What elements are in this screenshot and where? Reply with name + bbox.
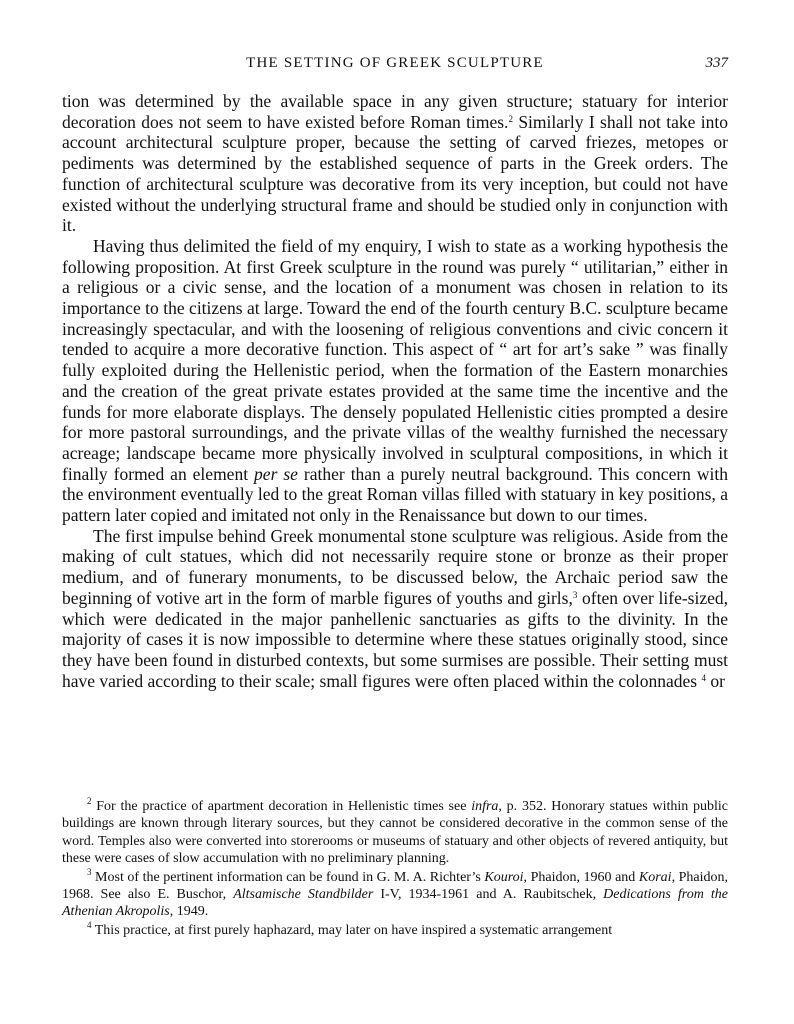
footnote-3-number: 3 — [87, 866, 92, 877]
footnote-3-text-c: , Phaidon, 1968. See also E. Buschor, — [62, 869, 729, 903]
footnote-2-infra: infra — [471, 799, 499, 814]
era-abbreviation: B.C. — [569, 298, 602, 319]
footnote-ref-2[interactable]: 2 — [508, 113, 513, 124]
paragraph-1-text-a: tion was determined by the available space in any given structure; statuary for interior decoration does not seem to have existed before Roman times. — [62, 91, 728, 132]
footnote-3-text-b: , Phaidon, 1960 and — [523, 869, 639, 885]
latin-phrase: per se — [254, 463, 298, 484]
paragraph-2 — [62, 236, 728, 526]
footnote-3 — [62, 866, 729, 921]
paragraph-2-text-a: Having thus delimited the field of my enquiry, I wish to state as a working hypothesis the following proposition. At first Greek sculpture in the round was purely “ utilitarian,” either in a religious or a civic sense, and the location of a monument was chosen in relation to its importance to the citizens at large. Toward the end of the fourth century — [62, 235, 728, 319]
paragraph-3-text-c: or — [705, 670, 725, 691]
paragraph-2-text-c: rather than a purely neutral background. This concern with the environment eventually led to the great Roman villas filled with statuary in key positions, a pattern later copied and imitated not only in the Renaissance but down to our times. — [62, 463, 729, 526]
footnote-2-number: 2 — [87, 796, 92, 806]
book-title-korai: Korai — [638, 869, 672, 885]
paragraph-3-text-b: often over life-sized, which were dedicated in the major panhellenic sanctuaries as gifts to the divinity. In the majority of cases it is now impossible to determine where these statues originally stood, since they have been found in disturbed contexts, but some surmises are possible. Their setting must have varied according to their scale; small figures were often placed within the colonnades — [62, 587, 729, 691]
body-text — [62, 91, 728, 691]
footnotes — [62, 798, 728, 939]
footnote-4 — [62, 919, 728, 939]
footnote-3-text-a: Most of the pertinent information can be found in G. M. A. Richter’s — [91, 869, 485, 885]
running-title: THE SETTING OF GREEK SCULPTURE — [246, 55, 544, 71]
footnote-ref-4[interactable]: 4 — [701, 672, 706, 683]
footnote-3-text-e: , 1949. — [169, 904, 209, 920]
footnote-4-number: 4 — [87, 919, 92, 930]
page-number: 337 — [705, 55, 728, 71]
book-title-kouroi: Kouroi — [484, 869, 524, 885]
footnote-3-text-d: I-V, 1934-1961 and A. Raubitschek, — [373, 887, 604, 903]
paragraph-2-text-b: sculpture became increasingly spectacular, and with the loosening of religious conventions and civic concern it tended to acquire a more decorative function. This aspect of “ art for art’s sake ” was finally fully exploited during the Hellenistic period, when the formation of the Eastern monarchies and the creation of the great private estates provided at the same time the incentive and the funds for more elaborate displays. The densely populated Hellenistic cities prompted a desire for more pastoral surroundings, and the private villas of the wealthy furnished the necessary acreage; landscape became more physically involved in sculptural compositions, in which it finally formed an element — [62, 298, 728, 484]
footnote-ref-3[interactable]: 3 — [572, 589, 578, 600]
paragraph-1 — [62, 91, 728, 236]
book-title-dedications: Dedications from the Athenian Akropolis — [62, 887, 728, 920]
paragraph-3 — [62, 526, 728, 692]
book-title-altsamische: Altsamische Standbilder — [233, 887, 374, 903]
footnote-2-text-b: , p. 352. Honorary statues within public buildings are known through literary sources, but they cannot be considered decorative in the common sense of the word. Temples also were converted into storerooms or museums of statuary and other objects of revered antiquity, but these were cases of slow accumulation with no preliminary planning. — [62, 799, 729, 867]
footnote-2-text-a: For the practice of apartment decoration in Hellenistic times see — [91, 799, 472, 814]
footnote-2 — [62, 798, 728, 868]
footnote-4-text-a: This practice, at first purely haphazard, may later on have inspired a systematic arrangement — [91, 922, 613, 938]
page-header — [62, 55, 728, 77]
paragraph-1-text-b: Similarly I shall not take into account architectural sculpture proper, because the setting of carved friezes, metopes or pediments was determined by the established sequence of parts in the Greek orders. The function of architectural sculpture was decorative from its very inception, but could not have existed without the underlying structural frame and should be studied only in conjunction with it. — [62, 111, 728, 236]
paragraph-3-text-a: The first impulse behind Greek monumental stone sculpture was religious. Aside from the making of cult statues, which did not necessarily require stone or bronze as their proper medium, and of funerary monuments, to be discussed below, the Archaic period saw the beginning of votive art in the form of marble figures of youths and girls, — [62, 525, 728, 608]
